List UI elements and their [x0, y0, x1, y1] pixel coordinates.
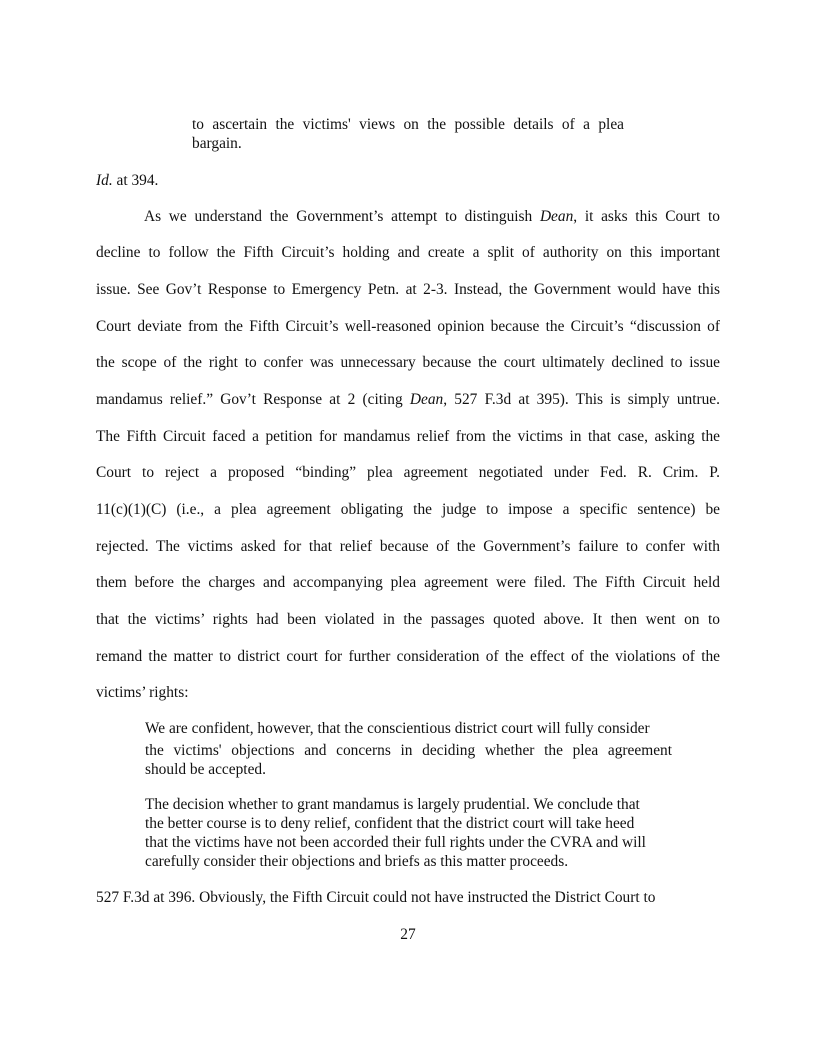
- paragraph-line: victims’ rights:: [96, 684, 189, 701]
- block-quote-line: the victims' objections and concerns in deciding whether the plea agreement: [145, 742, 672, 759]
- text-run: As we understand the Government’s attempt to distinguish: [144, 208, 540, 225]
- block-quote-line: We are confident, however, that the conscientious district court will fully consider: [145, 720, 650, 737]
- paragraph-line: 11(c)(1)(C) (i.e., a plea agreement obligating the judge to impose a specific sentence) be: [96, 501, 720, 518]
- paragraph-line: rejected. The victims asked for that relief because of the Government’s failure to confer with: [96, 538, 720, 555]
- block-quote-line: should be accepted.: [145, 761, 266, 778]
- paragraph-line: that the victims’ rights had been violated in the passages quoted above. It then went on to: [96, 611, 720, 628]
- paragraph-line: [96, 391, 720, 409]
- paragraph-line: remand the matter to district court for further consideration of the effect of the violations of the: [96, 648, 720, 665]
- page-number: 27: [400, 926, 416, 943]
- block-quote-line: the better course is to deny relief, confident that the district court will take heed: [145, 815, 635, 832]
- paragraph-line: Court deviate from the Fifth Circuit’s well-reasoned opinion because the Circuit’s “discussion of: [96, 318, 720, 335]
- paragraph-line: them before the charges and accompanying plea agreement were filed. The Fifth Circuit held: [96, 574, 720, 591]
- paragraph-line: decline to follow the Fifth Circuit’s holding and create a split of authority on this important: [96, 244, 720, 261]
- case-name-italic: Dean: [539, 208, 574, 225]
- citation-text: at 394.: [112, 172, 159, 189]
- text-run: , 527 F.3d at 395). This is simply untrue.: [443, 391, 720, 408]
- paragraph-line: the scope of the right to confer was unnecessary because the court ultimately declined to issue: [96, 354, 720, 371]
- paragraph-line: [144, 208, 720, 226]
- block-quote-line: bargain.: [192, 135, 242, 152]
- case-name-italic: Dean: [409, 391, 444, 408]
- paragraph-line: 527 F.3d at 396. Obviously, the Fifth Circuit could not have instructed the District Court to: [96, 889, 656, 906]
- text-run: , it asks this Court to: [573, 208, 720, 225]
- block-quote-line: carefully consider their objections and briefs as this matter proceeds.: [145, 853, 569, 870]
- block-quote-line: The decision whether to grant mandamus is largely prudential. We conclude that: [145, 796, 640, 813]
- block-quote-line: to ascertain the victims' views on the possible details of a plea: [192, 116, 624, 133]
- block-quote-line: that the victims have not been accorded their full rights under the CVRA and will: [145, 834, 646, 851]
- text-run: mandamus relief.” Gov’t Response at 2 (citing: [96, 391, 410, 408]
- citation-line: [96, 172, 158, 190]
- paragraph-line: The Fifth Circuit faced a petition for mandamus relief from the victims in that case, asking the: [96, 428, 720, 445]
- paragraph-line: issue. See Gov’t Response to Emergency Petn. at 2-3. Instead, the Government would have this: [96, 281, 720, 298]
- paragraph-line: Court to reject a proposed “binding” plea agreement negotiated under Fed. R. Crim. P.: [96, 464, 720, 481]
- citation-italic: Id.: [96, 172, 113, 189]
